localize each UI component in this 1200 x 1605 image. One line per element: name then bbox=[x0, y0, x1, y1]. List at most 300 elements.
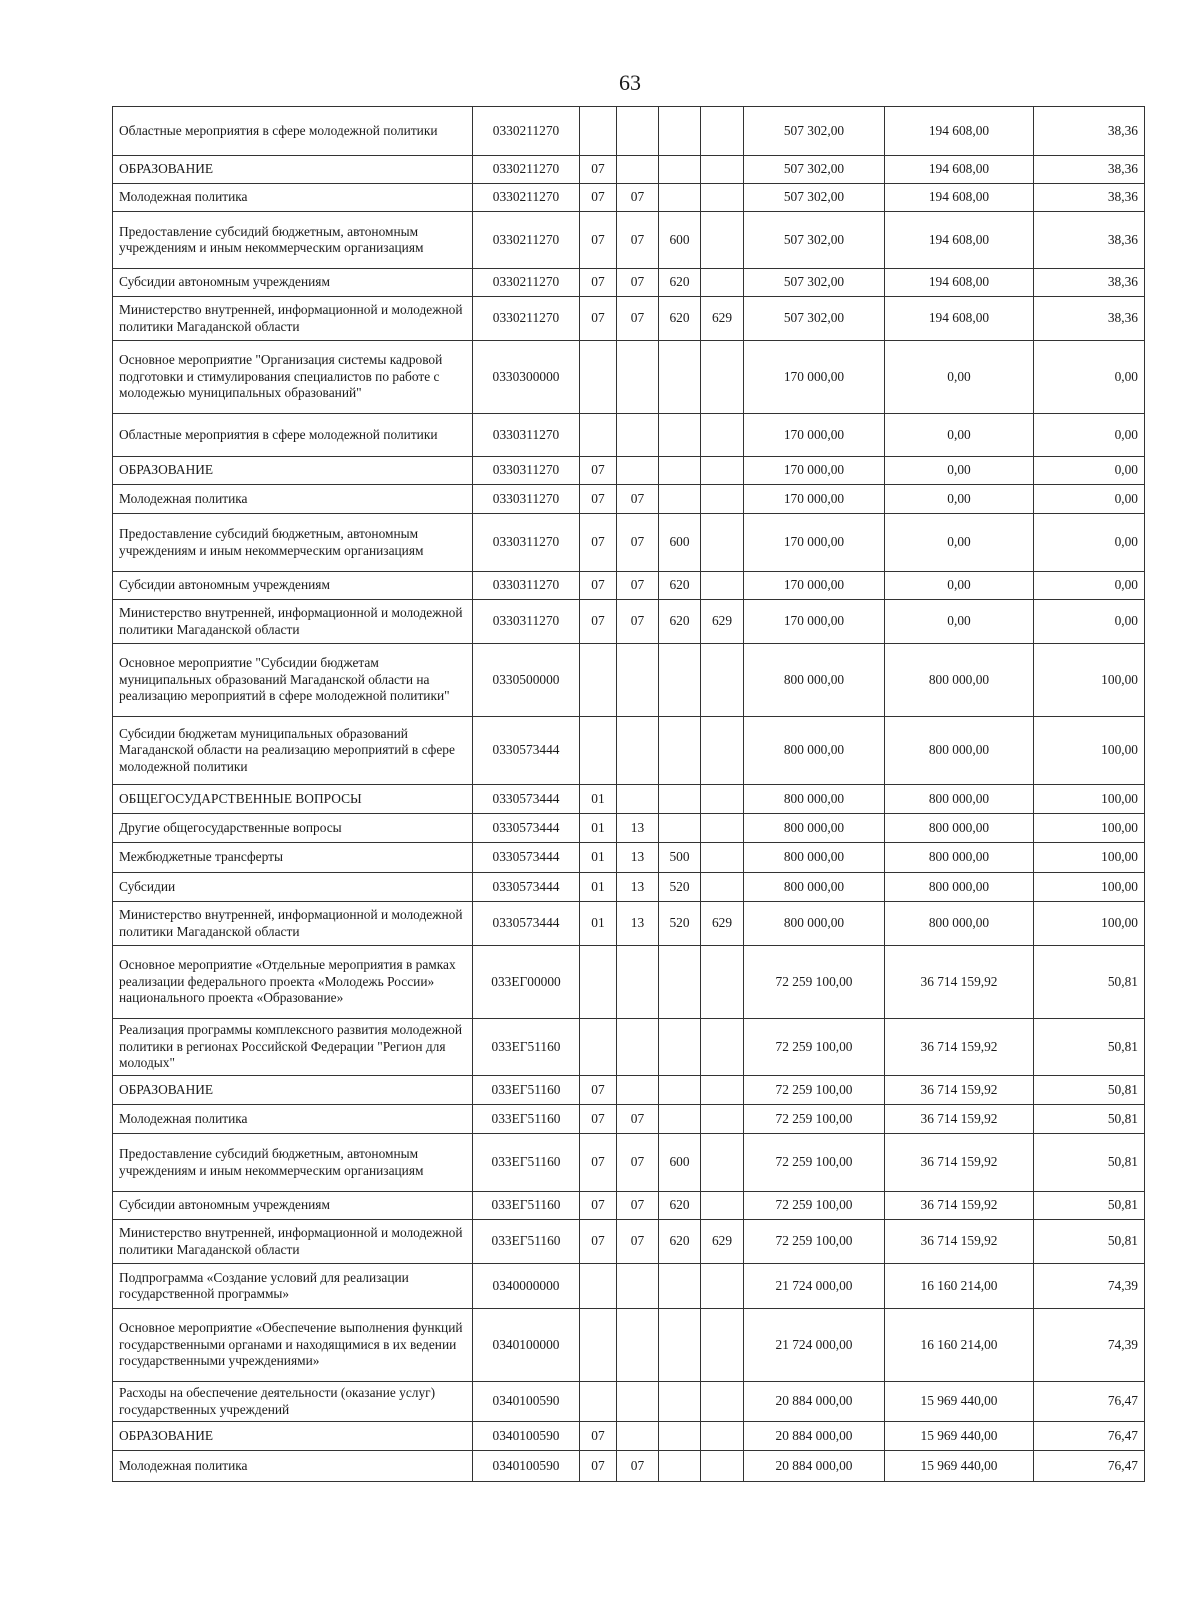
cell-section: 01 bbox=[580, 873, 617, 902]
cell-planned-amount: 800 000,00 bbox=[744, 873, 885, 902]
page-number: 63 bbox=[619, 70, 641, 95]
cell-target-code: 0330573444 bbox=[473, 902, 580, 946]
cell-expense-type: 600 bbox=[659, 212, 701, 269]
table-row bbox=[113, 457, 1145, 485]
cell-actual-amount: 194 608,00 bbox=[885, 212, 1034, 269]
cell-planned-amount: 21 724 000,00 bbox=[744, 1264, 885, 1309]
cell-actual-amount: 15 969 440,00 bbox=[885, 1382, 1034, 1422]
cell-percent: 0,00 bbox=[1034, 457, 1145, 485]
cell-expense-type bbox=[659, 946, 701, 1019]
cell-section bbox=[580, 717, 617, 785]
cell-section: 07 bbox=[580, 1422, 617, 1451]
cell-subsection bbox=[617, 1422, 659, 1451]
cell-planned-amount: 72 259 100,00 bbox=[744, 1220, 885, 1264]
cell-subsection: 07 bbox=[617, 1134, 659, 1192]
cell-expense-type bbox=[659, 107, 701, 156]
cell-administrator: 629 bbox=[701, 902, 744, 946]
table-row bbox=[113, 107, 1145, 156]
cell-subsection: 07 bbox=[617, 297, 659, 341]
cell-actual-amount: 0,00 bbox=[885, 341, 1034, 414]
cell-planned-amount: 170 000,00 bbox=[744, 485, 885, 514]
cell-item-name: Молодежная политика bbox=[113, 1105, 473, 1134]
table-row bbox=[113, 297, 1145, 341]
cell-actual-amount: 0,00 bbox=[885, 514, 1034, 572]
cell-planned-amount: 170 000,00 bbox=[744, 572, 885, 600]
cell-subsection: 07 bbox=[617, 212, 659, 269]
cell-target-code: 0330311270 bbox=[473, 572, 580, 600]
cell-expense-type: 600 bbox=[659, 1134, 701, 1192]
cell-subsection bbox=[617, 107, 659, 156]
cell-percent: 100,00 bbox=[1034, 873, 1145, 902]
cell-percent: 38,36 bbox=[1034, 297, 1145, 341]
cell-administrator bbox=[701, 457, 744, 485]
cell-planned-amount: 170 000,00 bbox=[744, 600, 885, 644]
cell-item-name: Министерство внутренней, информационной и молодежной политики Магаданской области bbox=[113, 297, 473, 341]
cell-expense-type bbox=[659, 717, 701, 785]
cell-section: 07 bbox=[580, 1076, 617, 1105]
cell-administrator bbox=[701, 1192, 744, 1220]
cell-item-name: Областные мероприятия в сфере молодежной политики bbox=[113, 107, 473, 156]
cell-percent: 100,00 bbox=[1034, 814, 1145, 843]
cell-section: 07 bbox=[580, 212, 617, 269]
table-row bbox=[113, 212, 1145, 269]
cell-expense-type: 520 bbox=[659, 902, 701, 946]
cell-planned-amount: 507 302,00 bbox=[744, 156, 885, 184]
cell-section bbox=[580, 946, 617, 1019]
cell-administrator bbox=[701, 1422, 744, 1451]
cell-item-name: Основное мероприятие "Субсидии бюджетам муниципальных образований Магаданской области на реализацию мероприятий в сфере молодежной политики" bbox=[113, 644, 473, 717]
cell-subsection bbox=[617, 785, 659, 814]
cell-actual-amount: 194 608,00 bbox=[885, 184, 1034, 212]
cell-percent: 50,81 bbox=[1034, 1134, 1145, 1192]
budget-execution-table bbox=[112, 106, 1145, 1482]
cell-target-code: 0330573444 bbox=[473, 814, 580, 843]
table-row bbox=[113, 1451, 1145, 1482]
cell-administrator bbox=[701, 156, 744, 184]
cell-item-name: Расходы на обеспечение деятельности (оказание услуг) государственных учреждений bbox=[113, 1382, 473, 1422]
cell-target-code: 0330311270 bbox=[473, 457, 580, 485]
cell-actual-amount: 0,00 bbox=[885, 457, 1034, 485]
cell-expense-type bbox=[659, 156, 701, 184]
cell-item-name: Субсидии bbox=[113, 873, 473, 902]
cell-target-code: 0330573444 bbox=[473, 785, 580, 814]
cell-planned-amount: 21 724 000,00 bbox=[744, 1309, 885, 1382]
cell-percent: 76,47 bbox=[1034, 1382, 1145, 1422]
cell-expense-type: 620 bbox=[659, 600, 701, 644]
cell-planned-amount: 800 000,00 bbox=[744, 843, 885, 873]
cell-target-code: 033ЕГ51160 bbox=[473, 1220, 580, 1264]
cell-planned-amount: 72 259 100,00 bbox=[744, 1192, 885, 1220]
cell-section: 07 bbox=[580, 600, 617, 644]
cell-actual-amount: 36 714 159,92 bbox=[885, 1105, 1034, 1134]
table-row bbox=[113, 814, 1145, 843]
cell-section: 07 bbox=[580, 457, 617, 485]
cell-subsection bbox=[617, 341, 659, 414]
cell-actual-amount: 800 000,00 bbox=[885, 902, 1034, 946]
cell-target-code: 0330300000 bbox=[473, 341, 580, 414]
cell-section bbox=[580, 1264, 617, 1309]
cell-item-name: Основное мероприятие «Отдельные мероприятия в рамках реализации федерального проекта «Молодежь России» национального проекта «Образование» bbox=[113, 946, 473, 1019]
cell-expense-type: 500 bbox=[659, 843, 701, 873]
cell-target-code: 0330211270 bbox=[473, 212, 580, 269]
cell-percent: 76,47 bbox=[1034, 1451, 1145, 1482]
cell-expense-type bbox=[659, 1451, 701, 1482]
table-row bbox=[113, 1309, 1145, 1382]
cell-expense-type bbox=[659, 1264, 701, 1309]
cell-planned-amount: 72 259 100,00 bbox=[744, 1134, 885, 1192]
cell-item-name: Субсидии автономным учреждениям bbox=[113, 1192, 473, 1220]
cell-expense-type bbox=[659, 414, 701, 457]
cell-target-code: 0330311270 bbox=[473, 514, 580, 572]
table-row bbox=[113, 644, 1145, 717]
cell-percent: 38,36 bbox=[1034, 184, 1145, 212]
table-row bbox=[113, 156, 1145, 184]
cell-administrator bbox=[701, 1451, 744, 1482]
cell-item-name: Основное мероприятие «Обеспечение выполнения функций государственными органами и находящимися в их ведении государственными учреждениями» bbox=[113, 1309, 473, 1382]
table-row bbox=[113, 843, 1145, 873]
cell-percent: 0,00 bbox=[1034, 514, 1145, 572]
cell-actual-amount: 0,00 bbox=[885, 600, 1034, 644]
cell-percent: 38,36 bbox=[1034, 107, 1145, 156]
cell-section bbox=[580, 414, 617, 457]
cell-actual-amount: 194 608,00 bbox=[885, 156, 1034, 184]
cell-expense-type bbox=[659, 785, 701, 814]
cell-target-code: 033ЕГ51160 bbox=[473, 1076, 580, 1105]
table-row bbox=[113, 717, 1145, 785]
cell-item-name: Основное мероприятие "Организация системы кадровой подготовки и стимулирования специалистов по работе с молодежью муниципальных образований" bbox=[113, 341, 473, 414]
cell-section: 07 bbox=[580, 297, 617, 341]
table-row bbox=[113, 414, 1145, 457]
cell-target-code: 033ЕГ51160 bbox=[473, 1134, 580, 1192]
cell-subsection bbox=[617, 1309, 659, 1382]
table-row bbox=[113, 1076, 1145, 1105]
cell-item-name: Другие общегосударственные вопросы bbox=[113, 814, 473, 843]
cell-subsection: 07 bbox=[617, 514, 659, 572]
cell-subsection: 13 bbox=[617, 814, 659, 843]
cell-percent: 50,81 bbox=[1034, 1076, 1145, 1105]
cell-expense-type: 620 bbox=[659, 1220, 701, 1264]
cell-expense-type bbox=[659, 644, 701, 717]
table-row bbox=[113, 1220, 1145, 1264]
cell-item-name: Молодежная политика bbox=[113, 1451, 473, 1482]
cell-item-name: ОБРАЗОВАНИЕ bbox=[113, 156, 473, 184]
cell-administrator bbox=[701, 1309, 744, 1382]
cell-administrator bbox=[701, 514, 744, 572]
cell-subsection bbox=[617, 457, 659, 485]
cell-subsection: 13 bbox=[617, 902, 659, 946]
cell-section: 07 bbox=[580, 269, 617, 297]
cell-planned-amount: 170 000,00 bbox=[744, 514, 885, 572]
cell-percent: 0,00 bbox=[1034, 414, 1145, 457]
table-row bbox=[113, 1019, 1145, 1076]
cell-actual-amount: 194 608,00 bbox=[885, 297, 1034, 341]
table-row bbox=[113, 873, 1145, 902]
table-row bbox=[113, 269, 1145, 297]
table-body bbox=[113, 107, 1145, 1482]
cell-target-code: 0330311270 bbox=[473, 600, 580, 644]
cell-section: 07 bbox=[580, 1220, 617, 1264]
cell-target-code: 0330311270 bbox=[473, 414, 580, 457]
cell-target-code: 0330211270 bbox=[473, 297, 580, 341]
cell-actual-amount: 36 714 159,92 bbox=[885, 1019, 1034, 1076]
cell-item-name: Предоставление субсидий бюджетным, автономным учреждениям и иным некоммерческим организациям bbox=[113, 1134, 473, 1192]
cell-expense-type bbox=[659, 341, 701, 414]
cell-percent: 0,00 bbox=[1034, 341, 1145, 414]
table-row bbox=[113, 1134, 1145, 1192]
cell-actual-amount: 0,00 bbox=[885, 485, 1034, 514]
cell-planned-amount: 800 000,00 bbox=[744, 644, 885, 717]
cell-target-code: 033ЕГ51160 bbox=[473, 1192, 580, 1220]
cell-actual-amount: 800 000,00 bbox=[885, 873, 1034, 902]
cell-administrator bbox=[701, 644, 744, 717]
table-row bbox=[113, 600, 1145, 644]
cell-subsection bbox=[617, 644, 659, 717]
cell-actual-amount: 15 969 440,00 bbox=[885, 1451, 1034, 1482]
cell-section: 01 bbox=[580, 814, 617, 843]
table-row bbox=[113, 1264, 1145, 1309]
cell-administrator bbox=[701, 1105, 744, 1134]
cell-section: 07 bbox=[580, 156, 617, 184]
cell-subsection: 07 bbox=[617, 1192, 659, 1220]
cell-administrator bbox=[701, 1076, 744, 1105]
cell-subsection bbox=[617, 717, 659, 785]
cell-planned-amount: 800 000,00 bbox=[744, 785, 885, 814]
cell-actual-amount: 15 969 440,00 bbox=[885, 1422, 1034, 1451]
cell-expense-type bbox=[659, 1019, 701, 1076]
cell-subsection bbox=[617, 1264, 659, 1309]
cell-percent: 50,81 bbox=[1034, 946, 1145, 1019]
cell-target-code: 0330573444 bbox=[473, 717, 580, 785]
cell-percent: 38,36 bbox=[1034, 212, 1145, 269]
cell-item-name: Реализация программы комплексного развития молодежной политики в регионах Российской Федерации "Регион для молодых" bbox=[113, 1019, 473, 1076]
cell-expense-type bbox=[659, 485, 701, 514]
cell-percent: 0,00 bbox=[1034, 485, 1145, 514]
cell-subsection bbox=[617, 946, 659, 1019]
cell-item-name: Субсидии автономным учреждениям bbox=[113, 269, 473, 297]
cell-administrator bbox=[701, 107, 744, 156]
cell-planned-amount: 72 259 100,00 bbox=[744, 1076, 885, 1105]
cell-section bbox=[580, 1382, 617, 1422]
cell-item-name: ОБРАЗОВАНИЕ bbox=[113, 457, 473, 485]
cell-target-code: 0330211270 bbox=[473, 156, 580, 184]
cell-section bbox=[580, 1309, 617, 1382]
cell-target-code: 0330573444 bbox=[473, 873, 580, 902]
cell-planned-amount: 170 000,00 bbox=[744, 341, 885, 414]
cell-item-name: Субсидии бюджетам муниципальных образований Магаданской области на реализацию мероприятий в сфере молодежной политики bbox=[113, 717, 473, 785]
cell-section: 07 bbox=[580, 1134, 617, 1192]
cell-actual-amount: 36 714 159,92 bbox=[885, 1076, 1034, 1105]
cell-subsection bbox=[617, 414, 659, 457]
cell-planned-amount: 507 302,00 bbox=[744, 184, 885, 212]
cell-percent: 50,81 bbox=[1034, 1019, 1145, 1076]
cell-item-name: Областные мероприятия в сфере молодежной политики bbox=[113, 414, 473, 457]
table-row bbox=[113, 572, 1145, 600]
cell-subsection: 07 bbox=[617, 600, 659, 644]
cell-subsection bbox=[617, 156, 659, 184]
cell-item-name: Министерство внутренней, информационной и молодежной политики Магаданской области bbox=[113, 600, 473, 644]
cell-administrator bbox=[701, 785, 744, 814]
cell-administrator bbox=[701, 212, 744, 269]
cell-subsection: 07 bbox=[617, 1451, 659, 1482]
cell-expense-type: 620 bbox=[659, 1192, 701, 1220]
table-row bbox=[113, 1192, 1145, 1220]
table-row bbox=[113, 946, 1145, 1019]
cell-target-code: 0340100590 bbox=[473, 1382, 580, 1422]
cell-expense-type: 600 bbox=[659, 514, 701, 572]
table-row bbox=[113, 1105, 1145, 1134]
cell-planned-amount: 72 259 100,00 bbox=[744, 946, 885, 1019]
cell-item-name: Предоставление субсидий бюджетным, автономным учреждениям и иным некоммерческим организациям bbox=[113, 212, 473, 269]
table-row bbox=[113, 485, 1145, 514]
cell-subsection bbox=[617, 1019, 659, 1076]
cell-subsection bbox=[617, 1076, 659, 1105]
cell-percent: 74,39 bbox=[1034, 1264, 1145, 1309]
table-row bbox=[113, 902, 1145, 946]
cell-section: 07 bbox=[580, 1105, 617, 1134]
cell-planned-amount: 72 259 100,00 bbox=[744, 1019, 885, 1076]
cell-subsection: 07 bbox=[617, 184, 659, 212]
cell-actual-amount: 800 000,00 bbox=[885, 717, 1034, 785]
cell-administrator bbox=[701, 814, 744, 843]
cell-expense-type bbox=[659, 184, 701, 212]
cell-section: 07 bbox=[580, 1451, 617, 1482]
cell-target-code: 0330500000 bbox=[473, 644, 580, 717]
cell-item-name: Межбюджетные трансферты bbox=[113, 843, 473, 873]
cell-planned-amount: 507 302,00 bbox=[744, 212, 885, 269]
cell-percent: 0,00 bbox=[1034, 572, 1145, 600]
cell-target-code: 0330573444 bbox=[473, 843, 580, 873]
cell-planned-amount: 20 884 000,00 bbox=[744, 1382, 885, 1422]
cell-actual-amount: 0,00 bbox=[885, 414, 1034, 457]
cell-planned-amount: 20 884 000,00 bbox=[744, 1451, 885, 1482]
cell-target-code: 033ЕГ51160 bbox=[473, 1019, 580, 1076]
cell-actual-amount: 194 608,00 bbox=[885, 107, 1034, 156]
cell-actual-amount: 800 000,00 bbox=[885, 785, 1034, 814]
cell-expense-type: 620 bbox=[659, 572, 701, 600]
cell-subsection: 13 bbox=[617, 873, 659, 902]
cell-planned-amount: 20 884 000,00 bbox=[744, 1422, 885, 1451]
cell-administrator bbox=[701, 946, 744, 1019]
cell-target-code: 0330211270 bbox=[473, 269, 580, 297]
cell-percent: 74,39 bbox=[1034, 1309, 1145, 1382]
cell-planned-amount: 507 302,00 bbox=[744, 297, 885, 341]
cell-section: 01 bbox=[580, 785, 617, 814]
cell-section: 07 bbox=[580, 572, 617, 600]
cell-planned-amount: 800 000,00 bbox=[744, 902, 885, 946]
cell-actual-amount: 36 714 159,92 bbox=[885, 946, 1034, 1019]
cell-target-code: 033ЕГ00000 bbox=[473, 946, 580, 1019]
cell-item-name: Подпрограмма «Создание условий для реализации государственной программы» bbox=[113, 1264, 473, 1309]
cell-expense-type bbox=[659, 457, 701, 485]
cell-target-code: 0330211270 bbox=[473, 107, 580, 156]
cell-section: 01 bbox=[580, 843, 617, 873]
cell-percent: 100,00 bbox=[1034, 644, 1145, 717]
cell-planned-amount: 170 000,00 bbox=[744, 414, 885, 457]
cell-actual-amount: 16 160 214,00 bbox=[885, 1264, 1034, 1309]
cell-administrator bbox=[701, 269, 744, 297]
cell-item-name: Молодежная политика bbox=[113, 184, 473, 212]
cell-target-code: 0340100590 bbox=[473, 1422, 580, 1451]
table-row bbox=[113, 785, 1145, 814]
cell-section: 07 bbox=[580, 514, 617, 572]
cell-expense-type bbox=[659, 1309, 701, 1382]
cell-actual-amount: 800 000,00 bbox=[885, 644, 1034, 717]
cell-administrator bbox=[701, 184, 744, 212]
cell-actual-amount: 16 160 214,00 bbox=[885, 1309, 1034, 1382]
cell-item-name: ОБРАЗОВАНИЕ bbox=[113, 1422, 473, 1451]
cell-planned-amount: 507 302,00 bbox=[744, 107, 885, 156]
cell-actual-amount: 800 000,00 bbox=[885, 814, 1034, 843]
table-row bbox=[113, 514, 1145, 572]
cell-subsection: 07 bbox=[617, 269, 659, 297]
cell-percent: 100,00 bbox=[1034, 902, 1145, 946]
cell-planned-amount: 800 000,00 bbox=[744, 814, 885, 843]
cell-actual-amount: 36 714 159,92 bbox=[885, 1134, 1034, 1192]
cell-administrator bbox=[701, 485, 744, 514]
cell-administrator: 629 bbox=[701, 297, 744, 341]
cell-section bbox=[580, 341, 617, 414]
cell-administrator bbox=[701, 717, 744, 785]
cell-percent: 50,81 bbox=[1034, 1192, 1145, 1220]
cell-section: 07 bbox=[580, 1192, 617, 1220]
table-row bbox=[113, 1422, 1145, 1451]
cell-actual-amount: 800 000,00 bbox=[885, 843, 1034, 873]
cell-section: 01 bbox=[580, 902, 617, 946]
cell-target-code: 0330211270 bbox=[473, 184, 580, 212]
cell-target-code: 0340000000 bbox=[473, 1264, 580, 1309]
cell-section bbox=[580, 107, 617, 156]
cell-item-name: ОБРАЗОВАНИЕ bbox=[113, 1076, 473, 1105]
cell-percent: 76,47 bbox=[1034, 1422, 1145, 1451]
cell-section: 07 bbox=[580, 485, 617, 514]
cell-actual-amount: 36 714 159,92 bbox=[885, 1192, 1034, 1220]
cell-subsection: 07 bbox=[617, 572, 659, 600]
cell-target-code: 033ЕГ51160 bbox=[473, 1105, 580, 1134]
cell-planned-amount: 507 302,00 bbox=[744, 269, 885, 297]
cell-percent: 38,36 bbox=[1034, 156, 1145, 184]
table-row bbox=[113, 341, 1145, 414]
cell-administrator bbox=[701, 873, 744, 902]
cell-administrator bbox=[701, 1134, 744, 1192]
cell-item-name: Предоставление субсидий бюджетным, автономным учреждениям и иным некоммерческим организациям bbox=[113, 514, 473, 572]
cell-percent: 38,36 bbox=[1034, 269, 1145, 297]
cell-actual-amount: 0,00 bbox=[885, 572, 1034, 600]
cell-administrator: 629 bbox=[701, 600, 744, 644]
cell-administrator bbox=[701, 414, 744, 457]
cell-administrator bbox=[701, 1019, 744, 1076]
cell-item-name: Молодежная политика bbox=[113, 485, 473, 514]
table-row bbox=[113, 184, 1145, 212]
cell-item-name: ОБЩЕГОСУДАРСТВЕННЫЕ ВОПРОСЫ bbox=[113, 785, 473, 814]
cell-target-code: 0340100590 bbox=[473, 1451, 580, 1482]
cell-percent: 0,00 bbox=[1034, 600, 1145, 644]
cell-subsection: 13 bbox=[617, 843, 659, 873]
cell-item-name: Субсидии автономным учреждениям bbox=[113, 572, 473, 600]
cell-target-code: 0340100000 bbox=[473, 1309, 580, 1382]
cell-section bbox=[580, 644, 617, 717]
cell-actual-amount: 36 714 159,92 bbox=[885, 1220, 1034, 1264]
cell-actual-amount: 194 608,00 bbox=[885, 269, 1034, 297]
cell-expense-type bbox=[659, 1382, 701, 1422]
cell-expense-type bbox=[659, 1422, 701, 1451]
cell-administrator bbox=[701, 572, 744, 600]
cell-subsection: 07 bbox=[617, 485, 659, 514]
cell-section bbox=[580, 1019, 617, 1076]
cell-administrator bbox=[701, 1264, 744, 1309]
cell-administrator bbox=[701, 341, 744, 414]
cell-planned-amount: 800 000,00 bbox=[744, 717, 885, 785]
cell-expense-type bbox=[659, 1105, 701, 1134]
